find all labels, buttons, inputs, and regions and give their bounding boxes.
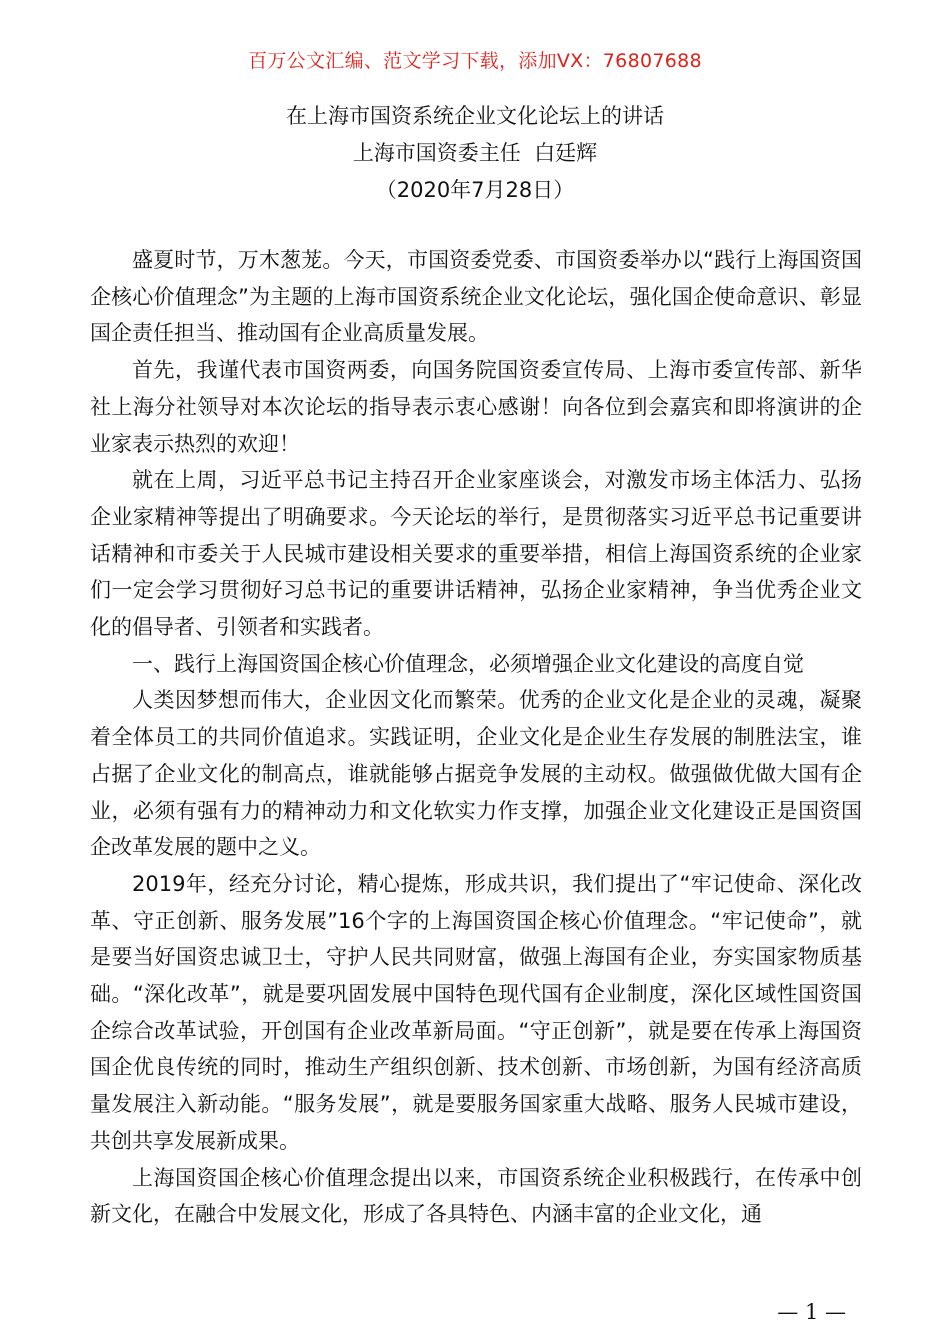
speech-date: （2020年7月28日） <box>375 178 575 202</box>
watermark-banner: 百万公文汇编、范文学习下载，添加VX：76807688 <box>248 50 702 72</box>
speech-title-block <box>0 98 950 209</box>
paragraph: 盛夏时节，万木葱茏。今天，市国资委党委、市国资委举办以“践行上海国资国企核心价值理念”为主题的上海市国资系统企业文化论坛，强化国企使命意识、彰显国企责任担当、推动国有企业高质量发展。 <box>90 248 862 346</box>
speaker-line: 上海市国资委主任 白廷辉 <box>352 141 598 165</box>
paragraph: 就在上周，习近平总书记主持召开企业家座谈会，对激发市场主体活力、弘扬企业家精神等提出了明确要求。今天论坛的举行，是贯彻落实习近平总书记重要讲话精神和市委关于人民城市建设相关要求的重要举措，相信上海国资系统的企业家们一定会学习贯彻好习总书记的重要讲话精神，弘扬企业家精神，争当优秀企业文化的倡导者、引领者和实践者。 <box>90 468 862 640</box>
paragraph: 上海国资国企核心价值理念提出以来，市国资系统企业积极践行，在传承中创新文化，在融合中发展文化，形成了各具特色、内涵丰富的企业文化，通 <box>90 1165 862 1227</box>
page-number: — 1 — <box>777 1300 846 1324</box>
section-heading: 一、践行上海国资国企核心价值理念，必须增强企业文化建设的高度自觉 <box>132 651 804 676</box>
paragraph: 2019年，经充分讨论，精心提炼，形成共识，我们提出了“牢记使命、深化改革、守正创新、服务发展”16个字的上海国资国企核心价值理念。“牢记使命”，就是要当好国资忠诚卫士，守护人民共同财富，做强上海国有企业，夯实国家物质基础。“深化改革”，就是要巩固发展中国特色现代国有企业制度，深化区域性国资国企综合改革试验，开创国有企业改革新局面。“守正创新”，就是要在传承上海国资国企优良传统的同时，推动生产组织创新、技术创新、市场创新，为国有经济高质量发展注入新动能。“服务发展”，就是要服务国家重大战略、服务人民城市建设，共创共享发展新成果。 <box>90 871 862 1153</box>
speech-body <box>90 242 862 1233</box>
paragraph: 人类因梦想而伟大，企业因文化而繁荣。优秀的企业文化是企业的灵魂，凝聚着全体员工的共同价值追求。实践证明，企业文化是企业生存发展的制胜法宝，谁占据了企业文化的制高点，谁就能够占据竞争发展的主动权。做强做优做大国有企业，必须有强有力的精神动力和文化软实力作支撑，加强企业文化建设正是国资国企改革发展的题中之义。 <box>90 688 862 860</box>
speech-title: 在上海市国资系统企业文化论坛上的讲话 <box>286 104 664 128</box>
paragraph: 首先，我谨代表市国资两委，向国务院国资委宣传局、上海市委宣传部、新华社上海分社领导对本次论坛的指导表示衷心感谢！向各位到会嘉宾和即将演讲的企业家表示热烈的欢迎！ <box>90 358 862 456</box>
